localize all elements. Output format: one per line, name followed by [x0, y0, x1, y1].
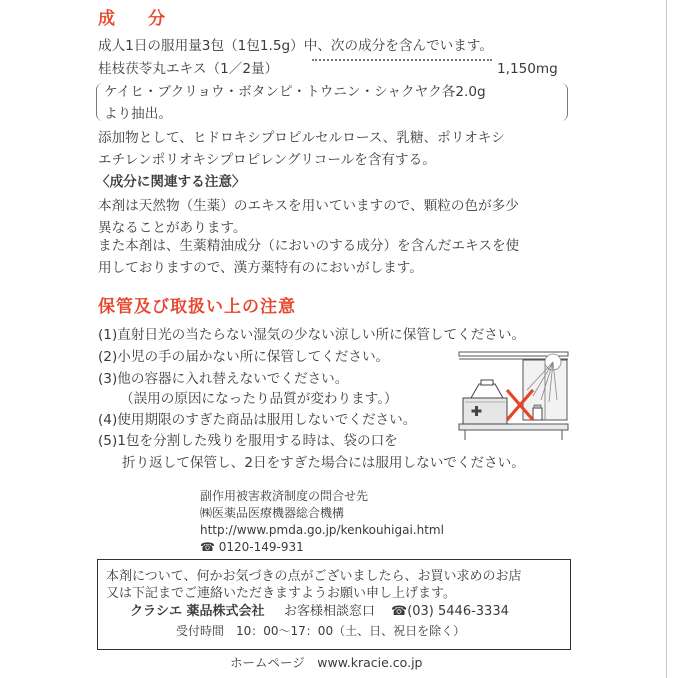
extract-amount: 1,150mg: [497, 61, 558, 77]
contact-box: [97, 559, 571, 650]
note-2-line-1: また本剤は、生薬精油成分（においのする成分）を含んだエキスを使: [98, 238, 520, 254]
dosage-text: 成人1日の服用量3包（1包1.5g）中、次の成分を含んでいます。: [98, 38, 493, 54]
storage-warning-illustration: [457, 350, 570, 440]
storage-item-4: (4)使用期限のすぎた商品は服用しないでください。: [98, 412, 417, 428]
extracted-text: より抽出。: [104, 106, 172, 122]
contact-line-1: 本剤について、何かお気づきの点がございましたら、お買い求めのお店: [106, 569, 522, 584]
contact-line-2: 又は下記までご連絡いただきますようお願い申し上げます。: [106, 586, 456, 601]
relief-organization: ㈱医薬品医療機器総合機構: [200, 506, 345, 520]
herbs-text: ケイヒ・ブクリョウ・ボタンピ・トウニン・シャクヤク各2.0g: [104, 84, 486, 100]
related-notes-heading: 〈成分に関連する注意〉: [96, 174, 246, 190]
note-2-line-2: 用しておりますので、漢方薬特有のにおいがします。: [98, 260, 423, 276]
homepage-link[interactable]: ホームページ www.kracie.co.jp: [230, 655, 423, 670]
company-name: クラシエ 薬品株式会社: [130, 604, 265, 619]
storage-item-3-note: （誤用の原因になったり品質が変わります。）: [120, 391, 398, 407]
storage-item-3: (3)他の容器に入れ替えないでください。: [98, 371, 349, 387]
contact-phone: ☎(03) 5446-3334: [391, 604, 509, 619]
note-1-line-2: 異なることがあります。: [98, 220, 247, 236]
storage-heading: 保管及び取扱い上の注意: [98, 297, 296, 317]
storage-item-2: (2)小児の手の届かない所に保管してください。: [98, 349, 390, 365]
ingredients-heading: 成 分: [98, 9, 173, 29]
storage-item-1: (1)直射日光の当たらない湿気の少ない涼しい所に保管してください。: [98, 327, 526, 343]
relief-url[interactable]: http://www.pmda.go.jp/kenkouhigai.html: [200, 523, 444, 537]
leader-dots: [312, 59, 492, 61]
page-right-border: [666, 0, 667, 678]
extract-name: 桂枝茯苓丸エキス（1／2量）: [98, 61, 279, 77]
note-1-line-1: 本剤は天然物（生薬）のエキスを用いていますので、顆粒の色が多少: [98, 198, 519, 214]
storage-item-5-cont: 折り返して保管し、2日をすぎた場合には服用しないでください。: [122, 455, 525, 471]
additives-text-1: 添加物として、ヒドロキシプロピルセルロース、乳糖、ポリオキシ: [98, 130, 505, 146]
business-hours: 受付時間 10：00〜17：00（土、日、祝日を除く）: [176, 624, 466, 638]
additives-text-2: エチレンポリオキシプロピレングリコールを含有する。: [98, 152, 436, 168]
storage-item-5: (5)1包を分割した残りを服用する時は、袋の口を: [98, 433, 398, 449]
relief-phone: ☎ 0120-149-931: [200, 540, 304, 554]
customer-desk: お客様相談窓口: [284, 604, 376, 619]
relief-heading: 副作用被害救済制度の問合せ先: [200, 489, 369, 503]
